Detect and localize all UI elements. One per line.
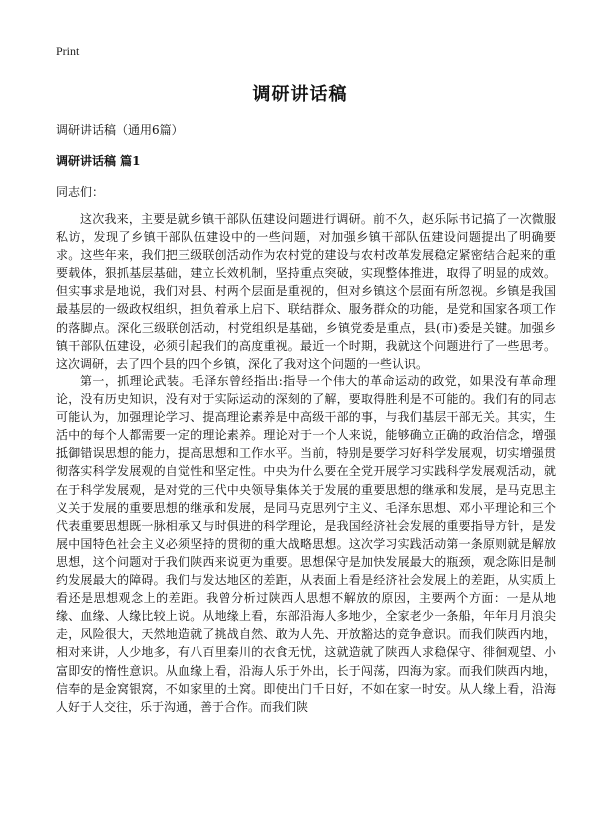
section-heading: 调研讲话稿 篇1 (56, 154, 141, 168)
greeting: 同志们： (56, 185, 105, 199)
page-title: 调研讲话稿 (252, 84, 348, 105)
body-paragraph-1: 这次我来，主要是就乡镇干部队伍建设问题进行调研。前不久，赵乐际书记搞了一次微服私访，发现了乡镇干部队伍建设中的一些问题，对加强乡镇干部队伍建设问题提出了明确要求。这些年来，我们把三级联创活动作为农村党的建设与农村改革发展稳定紧密结合起来的重要载体，狠抓基层基础，建立长效机制，坚持重点突破，实现整体推进，取得了明显的成效。但实事求是地说，我们对县、村两个层面是重视的，但对乡镇这个层面有所忽视。乡镇是我国最基层的一级政权组织，担负着承上启下、联结群众、服务群众的功能，是党和国家各项工作的落脚点。深化三级联创活动，村党组织是基础，乡镇党委是重点，县(市)委是关键。加强乡镇干部队伍建设，必须引起我们的高度重视。最近一个时期，我就这个问题进行了一些思考。这次调研，去了四个县的四个乡镇，深化了我对这个问题的一些认识。 (56, 212, 556, 371)
document-subtitle: 调研讲话稿（通用6篇） (56, 123, 184, 137)
body-paragraph-2: 第一，抓理论武装。毛泽东曾经指出:指导一个伟大的革命运动的政党，如果没有革命理论，没有历史知识，没有对于实际运动的深刻的了解，要取得胜利是不可能的。我们有的同志可能认为，加强理论学习、提高理论素养是中高级干部的事，与我们基层干部无关。其实，生活中的每个人都需要一定的理论素养。理论对于一个人来说，能够确立正确的政治信念，增强抵御错误思想的能力，提高思想和工作水平。当前，特别是要学习好科学发展观，切实增强贯彻落实科学发展观的自觉性和坚定性。中央为什么要在全党开展学习实践科学发展观活动，就在于科学发展观，是对党的三代中央领导集体关于发展的重要思想的继承和发展，是马克思主义关于发展的重要思想的继承和发展，是同马克思列宁主义、毛泽东思想、邓小平理论和三个代表重要思想既一脉相承又与时俱进的科学理论，是我国经济社会发展的重要指导方针，是发展中国特色社会主义必须坚持的贯彻的重大战略思想。这次学习实践活动第一条原则就是解放思想，这个问题对于我们陕西来说更为重要。思想保守是加快发展最大的瓶颈，观念陈旧是制约发展最大的障碍。我们与发达地区的差距，从表面上看是经济社会发展上的差距，从实质上看还是思想观念上的差距。我曾分析过陕西人思想不解放的原因，主要两个方面：一是从地缘、血缘、人缘比较上说。从地缘上看，东部沿海人多地少，全家老少一条船，年年月月浪尖走，风险很大，天然地造就了挑战自然、敢为人先、开放豁达的竞争意识。而我们陕西内地，相对来讲，人少地多，有八百里秦川的衣食无忧，这就造就了陕西人求稳保守、徘徊观望、小富即安的惰性意识。从血缘上看，沿海人乐于外出，长于闯荡，四海为家。而我们陕西内地，信奉的是金窝银窝，不如家里的土窝。即使出门千日好，不如在家一时安。从人缘上看，沿海人好于人交往，乐于沟通，善于合作。而我们陕 (56, 374, 556, 714)
print-link[interactable]: Print (56, 44, 80, 58)
